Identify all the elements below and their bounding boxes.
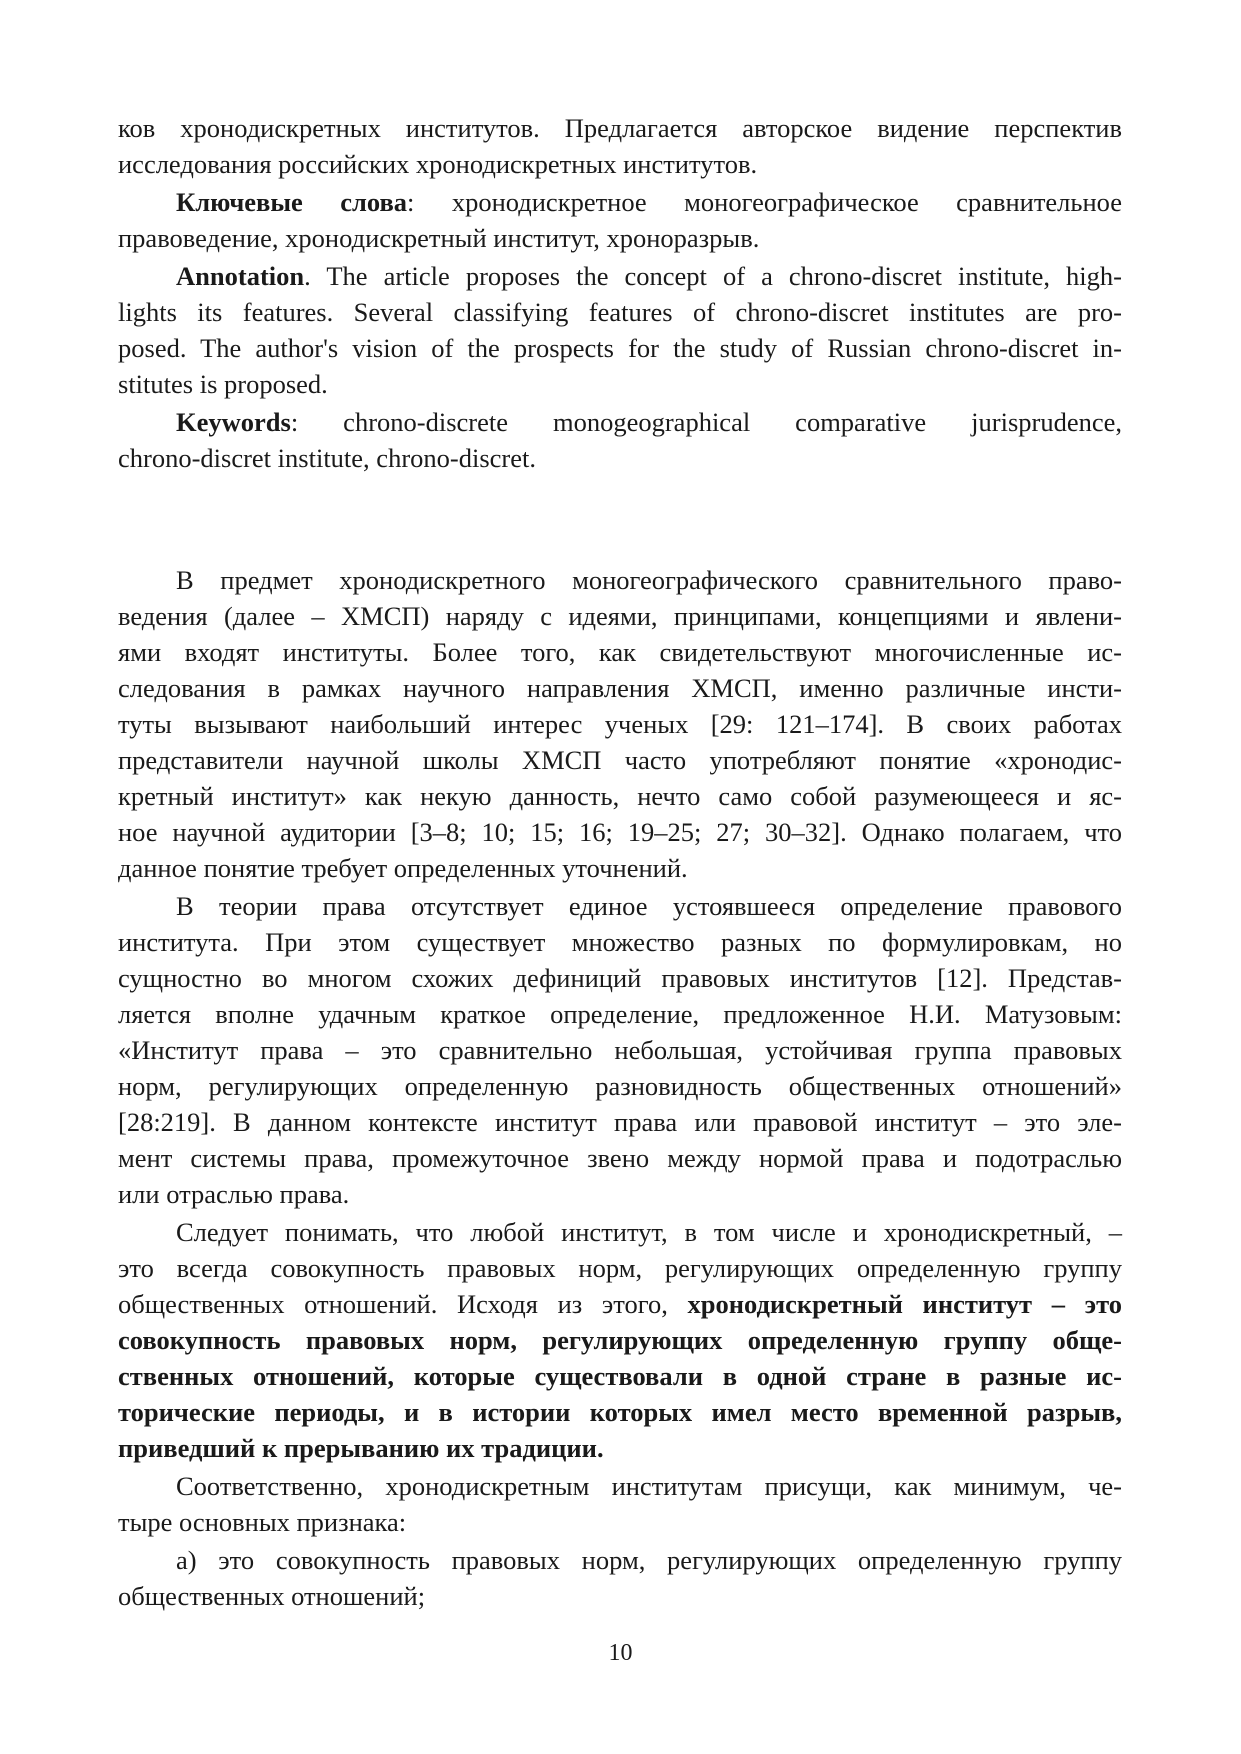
page-body	[118, 110, 1122, 1614]
keywords-ru-label: Ключевые слова	[176, 187, 408, 217]
paragraph-text: общественных отношений. Исходя из этого,	[118, 1289, 688, 1319]
annotation-en-line: stitutes is proposed.	[118, 369, 328, 399]
paragraph-line: института. При этом существует множество разных по формулировкам, но	[118, 927, 1122, 957]
abstract-ru-line: исследования российских хронодискретных институтов.	[118, 149, 758, 179]
annotation-en-line: lights its features. Several classifying features of chrono-discret institutes are pro-	[118, 297, 1122, 327]
paragraph-line: общественных отношений;	[118, 1581, 426, 1611]
paragraph-line: кретный институт» как некую данность, нечто само собой разумеющееся и яс-	[118, 781, 1122, 811]
paragraph-line: В предмет хронодискретного моногеографического сравнительного право-	[176, 565, 1122, 595]
keywords-ru	[118, 184, 1122, 256]
definition-line	[118, 1394, 1122, 1430]
paragraph-line	[118, 1286, 1122, 1322]
definition-line	[118, 1358, 1122, 1394]
paragraph-line: мент системы права, промежуточное звено между нормой права и подотраслью	[118, 1143, 1122, 1173]
paragraph-line: тыре основных признака:	[118, 1507, 407, 1537]
paragraph-line: сущностно во многом схожих дефиниций правовых институтов [12]. Представ-	[118, 963, 1122, 993]
keywords-en-label: Keywords	[176, 407, 291, 437]
paragraph-line: или отраслью права.	[118, 1179, 350, 1209]
keywords-ru-line: правоведение, хронодискретный институт, хроноразрыв.	[118, 223, 760, 253]
annotation-en-line	[118, 258, 1122, 294]
definition-line	[118, 1322, 1122, 1358]
definition-text: торические периоды, и в истории которых имел место временной разрыв,	[118, 1397, 1122, 1427]
keywords-en-line	[118, 404, 1122, 440]
paragraph-line: норм, регулирующих определенную разновидность общественных отношений»	[118, 1071, 1122, 1101]
paragraph-line: [28:219]. В данном контексте институт права или правовой институт – это эле-	[118, 1107, 1122, 1137]
paragraph-line: а) это совокупность правовых норм, регулирующих определенную группу	[176, 1545, 1122, 1575]
keywords-en-text: : chrono-discrete monogeographical comparative jurisprudence,	[290, 407, 1122, 437]
body-paragraph-2	[118, 888, 1122, 1212]
paragraph-line: это всегда совокупность правовых норм, регулирующих определенную группу	[118, 1253, 1122, 1283]
paragraph-line: ное научной аудитории [3–8; 10; 15; 16; 19–25; 27; 30–32]. Однако полагаем, что	[118, 817, 1122, 847]
definition-text: совокупность правовых норм, регулирующих определенную группу обще-	[118, 1325, 1122, 1355]
keywords-en-line: chrono-discret institute, chrono-discret.	[118, 443, 536, 473]
body-paragraph-3	[118, 1214, 1122, 1466]
abstract-ru-line: ков хронодискретных институтов. Предлагается авторское видение перспектив	[118, 113, 1122, 143]
paragraph-line: данное понятие требует определенных уточнений.	[118, 853, 688, 883]
annotation-en-text: . The article proposes the concept of a chrono-discret institute, high-	[304, 261, 1122, 291]
keywords-en	[118, 404, 1122, 476]
definition-text: приведший к прерыванию их традиции.	[118, 1433, 604, 1463]
body-paragraph-4	[118, 1468, 1122, 1540]
keywords-ru-text: : хронодискретное моногеографическое сравнительное	[407, 187, 1122, 217]
paragraph-line: туты вызывают наибольший интерес ученых [29: 121–174]. В своих работах	[118, 709, 1122, 739]
paragraph-line: Соответственно, хронодискретным институтам присущи, как минимум, че-	[176, 1471, 1122, 1501]
keywords-ru-line	[118, 184, 1122, 220]
body-paragraph-5	[118, 1542, 1122, 1614]
definition-text: хронодискретный институт – это	[687, 1289, 1122, 1319]
annotation-en	[118, 258, 1122, 402]
annotation-en-line: posed. The author's vision of the prospects for the study of Russian chrono-discret in-	[118, 333, 1122, 363]
paragraph-line: В теории права отсутствует единое устоявшееся определение правового	[176, 891, 1122, 921]
body-paragraph-1	[118, 562, 1122, 886]
definition-line	[118, 1430, 1122, 1466]
paragraph-line: ями входят институты. Более того, как свидетельствуют многочисленные ис-	[118, 637, 1122, 667]
paragraph-line: следования в рамках научного направления ХМСП, именно различные инсти-	[118, 673, 1122, 703]
annotation-en-label: Annotation	[176, 261, 305, 291]
paragraph-line: «Институт права – это сравнительно небольшая, устойчивая группа правовых	[118, 1035, 1122, 1065]
definition-text: ственных отношений, которые существовали в одной стране в разные ис-	[118, 1361, 1122, 1391]
abstract-ru	[118, 110, 1122, 182]
section-spacer	[118, 476, 1122, 562]
paragraph-line: ведения (далее – ХМСП) наряду с идеями, принципами, концепциями и явлени-	[118, 601, 1122, 631]
paragraph-line: представители научной школы ХМСП часто употребляют понятие «хронодис-	[118, 745, 1122, 775]
paragraph-line: ляется вполне удачным краткое определение, предложенное Н.И. Матузовым:	[118, 999, 1122, 1029]
page-number: 10	[608, 1640, 633, 1666]
paragraph-line: Следует понимать, что любой институт, в том числе и хронодискретный, –	[176, 1217, 1122, 1247]
